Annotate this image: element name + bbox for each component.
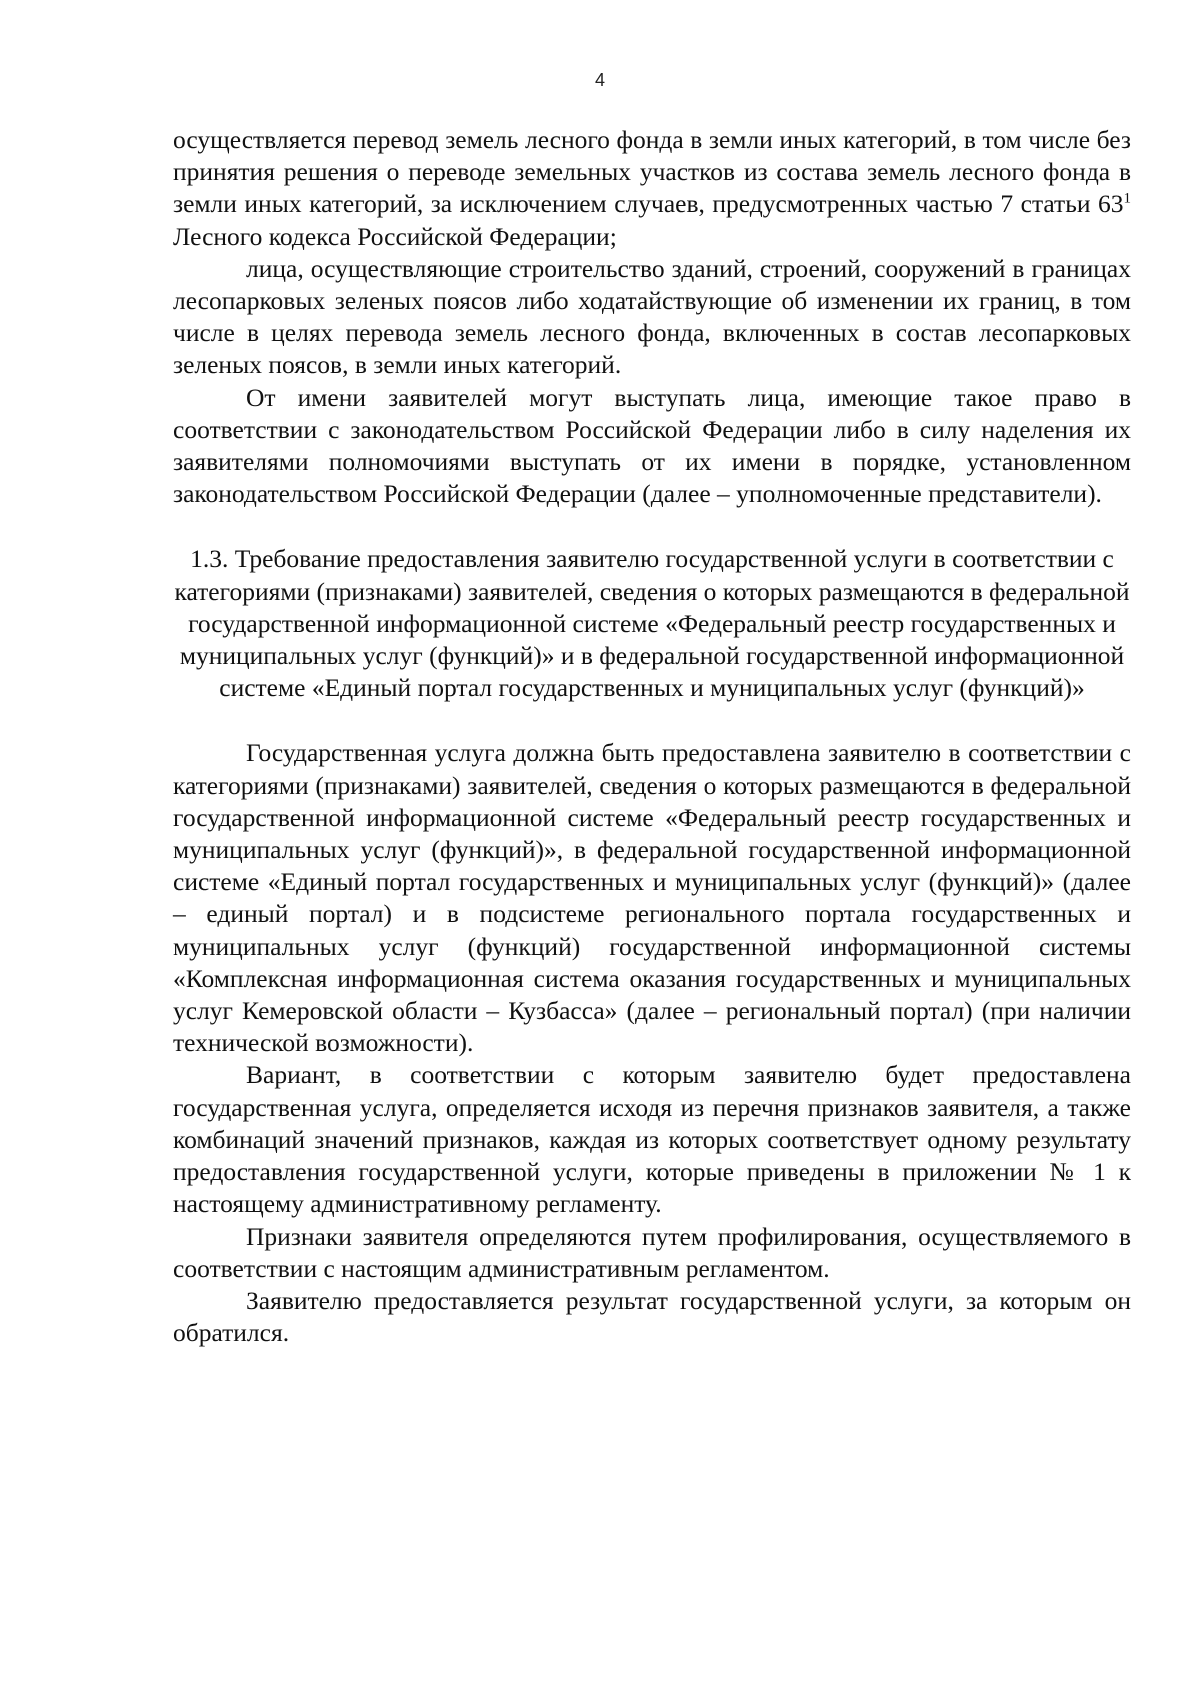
- page-number: 4: [594, 70, 605, 90]
- paragraph-text: Лесного кодекса Российской Федерации;: [173, 221, 617, 251]
- paragraph-profiling: Признаки заявителя определяются путем профилирования, осуществляемого в соответствии с настоящим административным регламентом.: [173, 1221, 1131, 1283]
- paragraph-result: Заявителю предоставляется результат государственной услуги, за которым он обратился.: [173, 1285, 1131, 1348]
- paragraph-service-provision: Государственная услуга должна быть предоставлена заявителю в соответствии с категориями (признаками) заявителей, сведения о которых размещаются в федеральной государственной информационной системе «Федеральный реестр государственных и муниципальных услуг (функций)», в федеральной государственной информационной системе «Единый портал государственных и муниципальных услуг (функций)» (далее – единый портал) и в подсистеме регионального портала государственных и муниципальных услуг (функций) государственной информационной системы «Комплексная информационная система оказания государственных и муниципальных услуг Кемеровской области – Кузбасса» (далее – региональный портал) (при наличии технической возможности).: [173, 738, 1131, 1058]
- section-heading: 1.3. Требование предоставления заявителю государственной услуги в соответствии с категориями (признаками) заявителей, сведения о которых размещаются в федеральной государственной информационной системе «Федеральный реестр государственных и муниципальных услуг (функций)» и в федеральной государственной информационной системе «Единый портал государственных и муниципальных услуг (функций)»: [174, 544, 1130, 703]
- superscript: 1: [1123, 190, 1131, 207]
- paragraph-representatives: От имени заявителей могут выступать лица, имеющие такое право в соответствии с законодательством Российской Федерации либо в силу наделения их заявителями полномочиями выступать от их имени в порядке, установленном законодательством Российской Федерации (далее – уполномоченные представители).: [173, 382, 1131, 509]
- document-body: [173, 124, 1131, 1349]
- paragraph-green-belts: лица, осуществляющие строительство зданий, строений, сооружений в границах лесопарковых зеленых поясов либо ходатайствующие об изменении их границ, в том числе в целях перевода земель лесного фонда, включенных в состав лесопарковых зеленых поясов, в земли иных категорий.: [173, 253, 1131, 380]
- paragraph-variant: Вариант, в соответствии с которым заявителю будет предоставлена государственная услуга, определяется исходя из перечня признаков заявителя, а также комбинаций значений признаков, каждая из которых соответствует одному результату предоставления государственной услуги, которые приведены в приложении № 1 к настоящему административному регламенту.: [173, 1060, 1131, 1219]
- paragraph-land-transfer: [173, 124, 1131, 253]
- paragraph-text: осуществляется перевод земель лесного фонда в земли иных категорий, в том числе без принятия решения о переводе земельных участков из состава земель лесного фонда в земли иных категорий, за исключением случаев, предусмотренных частью 7 статьи 63: [173, 125, 1131, 219]
